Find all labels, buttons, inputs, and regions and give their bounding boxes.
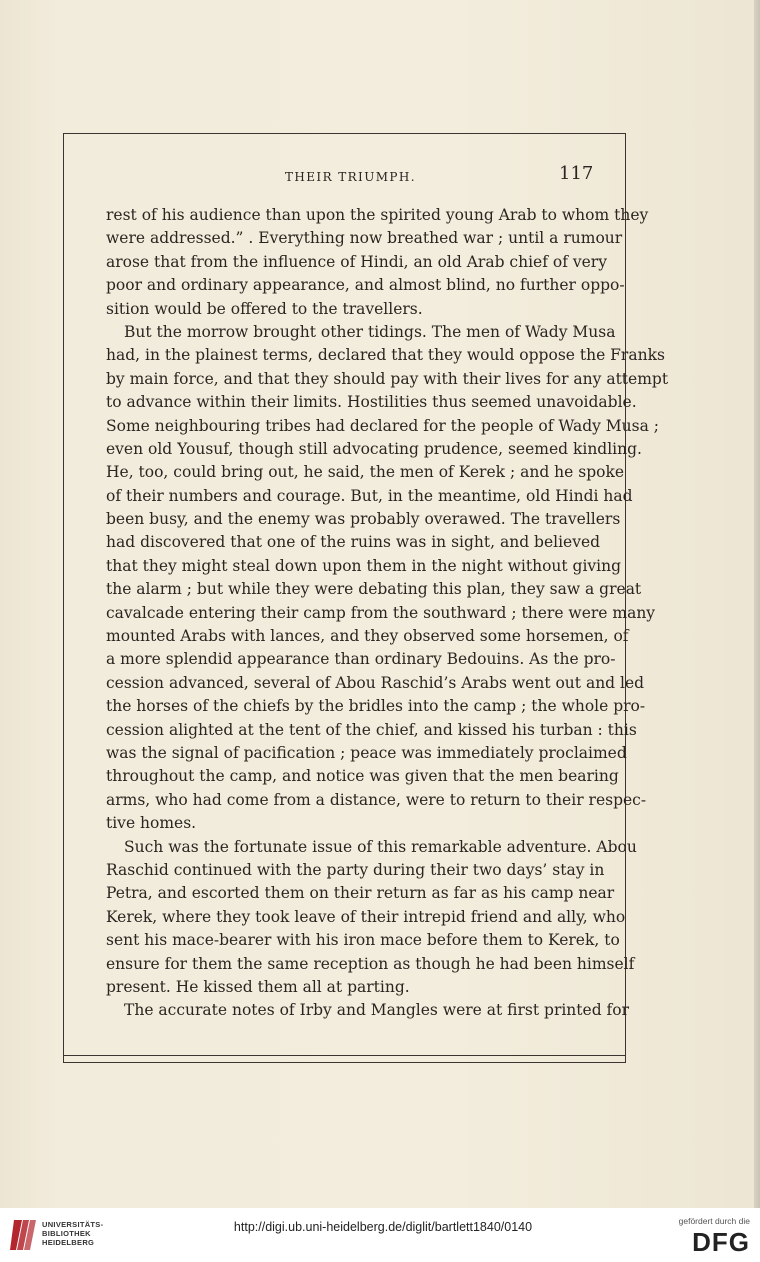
text-line: ensure for them the same reception as though he had been himself xyxy=(106,954,635,973)
university-library-logo-icon[interactable] xyxy=(10,1218,36,1252)
funder-caption: gefördert durch die xyxy=(678,1216,750,1226)
text-line: sition would be offered to the travellers. xyxy=(106,299,423,318)
body-text xyxy=(106,204,669,1023)
text-line: Such was the fortunate issue of this remarkable adventure. Abou xyxy=(124,837,637,856)
text-line: rest of his audience than upon the spirited young Arab to whom they xyxy=(106,206,649,224)
page-number: 117 xyxy=(559,163,594,184)
text-line: by main force, and that they should pay with their lives for any attempt xyxy=(106,369,669,388)
text-line: a more splendid appearance than ordinary Bedouins. As the pro- xyxy=(106,650,616,669)
text-line: the horses of the chiefs by the bridles into the camp ; the whole pro- xyxy=(106,697,646,716)
text-line: He, too, could bring out, he said, the men of Kerek ; and he spoke xyxy=(106,463,625,482)
text-line: the alarm ; but while they were debating this plan, they saw a great xyxy=(106,580,642,599)
text-line: of their numbers and courage. But, in the meantime, old Hindi had xyxy=(106,486,633,505)
permalink-url[interactable]: http://digi.ub.uni-heidelberg.de/diglit/bartlett1840/0140 xyxy=(233,1220,533,1234)
text-line: to advance within their limits. Hostilities thus seemed unavoidable. xyxy=(106,393,637,412)
text-line: Petra, and escorted them on their return as far as his camp near xyxy=(106,884,615,903)
text-line: were addressed.” . Everything now breathed war ; until a rumour xyxy=(106,229,623,248)
text-line: been busy, and the enemy was probably overawed. The travellers xyxy=(106,510,621,529)
text-line: poor and ordinary appearance, and almost blind, no further oppo- xyxy=(106,276,625,295)
text-line: cession alighted at the tent of the chief, and kissed his turban : this xyxy=(106,720,637,739)
text-line: present. He kissed them all at parting. xyxy=(106,977,410,996)
text-line: cavalcade entering their camp from the southward ; there were many xyxy=(106,603,656,622)
text-line: The accurate notes of Irby and Mangles were at first printed for xyxy=(124,1001,630,1020)
running-head: THEIR TRIUMPH. xyxy=(285,170,416,184)
dfg-logo[interactable]: DFG xyxy=(692,1227,750,1257)
text-line: had discovered that one of the ruins was in sight, and believed xyxy=(106,533,601,552)
text-line: mounted Arabs with lances, and they observed some horsemen, of xyxy=(106,627,629,646)
text-line: sent his mace-bearer with his iron mace before them to Kerek, to xyxy=(106,931,620,950)
text-line: that they might steal down upon them in the night without giving xyxy=(106,556,622,575)
text-line: Some neighbouring tribes had declared for the people of Wady Musa ; xyxy=(106,416,659,435)
text-line: arms, who had come from a distance, were to return to their respec- xyxy=(106,790,647,809)
library-name xyxy=(42,1220,103,1247)
page-edge xyxy=(754,0,760,1208)
viewer-footer xyxy=(0,1208,760,1262)
text-line: tive homes. xyxy=(106,814,197,833)
text-line: Kerek, where they took leave of their intrepid friend and ally, who xyxy=(106,907,626,926)
text-line: Raschid continued with the party during their two days’ stay in xyxy=(106,860,605,879)
text-line: throughout the camp, and notice was given that the men bearing xyxy=(106,767,619,786)
frame-double-rule xyxy=(63,1055,626,1056)
library-name-line: BIBLIOTHEK xyxy=(42,1229,91,1238)
text-line: even old Yousuf, though still advocating prudence, seemed kindling. xyxy=(106,439,642,458)
library-name-line: HEIDELBERG xyxy=(42,1238,95,1247)
text-line: was the signal of pacification ; peace was immediately proclaimed xyxy=(106,743,627,762)
library-name-line: UNIVERSITÄTS- xyxy=(42,1220,104,1229)
text-line: arose that from the influence of Hindi, an old Arab chief of very xyxy=(106,252,607,271)
text-line: had, in the plainest terms, declared that they would oppose the Franks xyxy=(106,346,665,365)
text-line: cession advanced, several of Abou Raschid’s Arabs went out and led xyxy=(106,673,645,692)
text-line: But the morrow brought other tidings. The men of Wady Musa xyxy=(124,322,616,341)
